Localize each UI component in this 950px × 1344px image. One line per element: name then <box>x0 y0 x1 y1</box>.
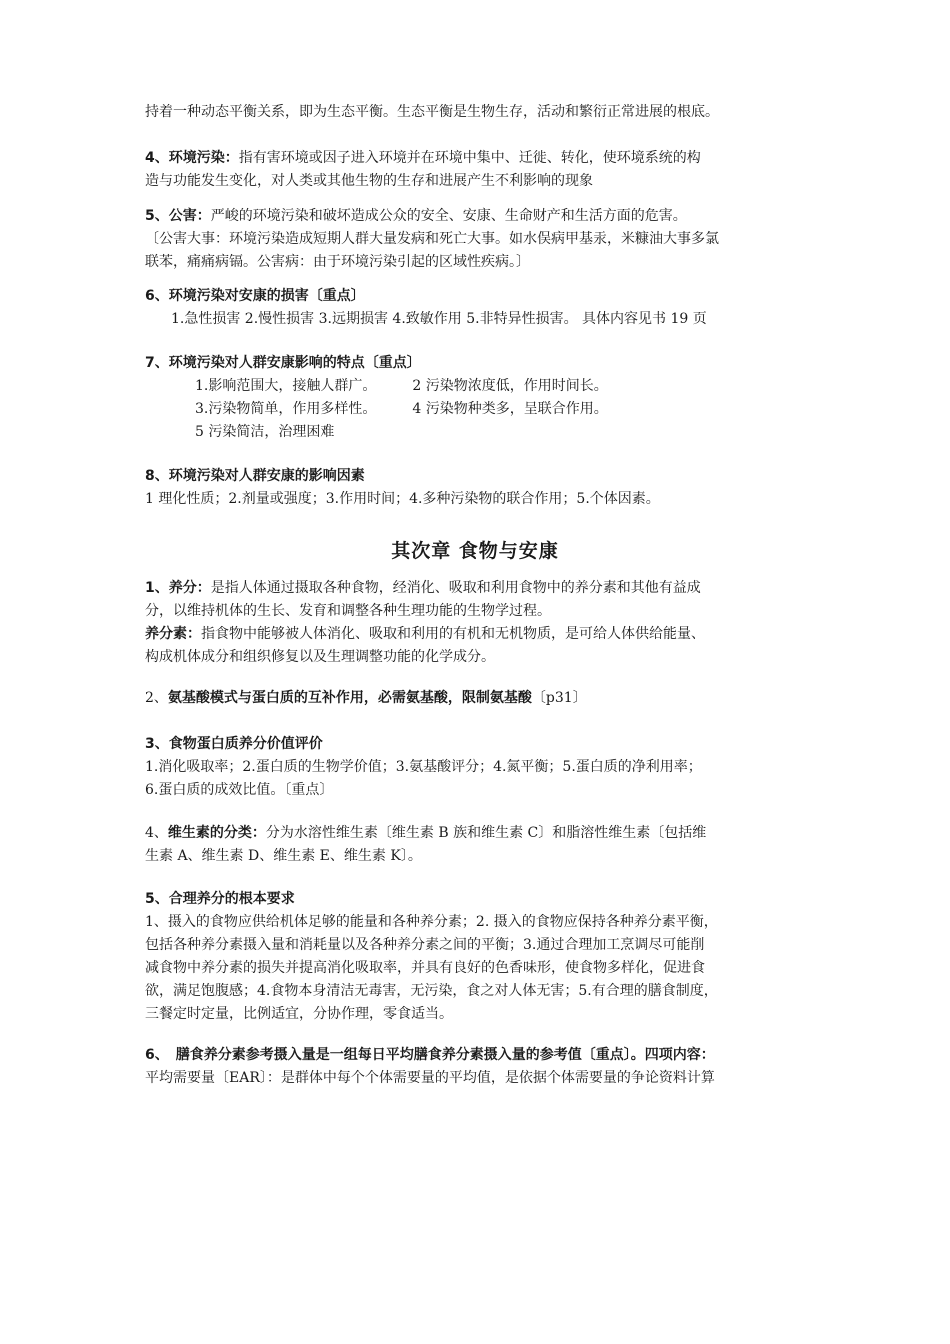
section-5-line-1: 严峻的环境污染和破坏造成公众的安全、安康、生命财产和生活方面的危害。 <box>210 208 687 224</box>
c6-line-1: 平均需要量〔EAR〕：是群体中每个个体需要量的平均值，是依据个体需要量的争论资料计算 <box>145 1070 715 1086</box>
section-6-heading: 6、环境污染对安康的损害〔重点〕 <box>145 288 365 304</box>
section-4-line-1: 指有害环境或因子进入环境并在环境中集中、迁徙、转化，使环境系统的构 <box>238 150 701 166</box>
chapter2-section-4-vitamins <box>145 822 825 868</box>
c3-line-2: 6.蛋白质的成效比值。〔重点〕 <box>145 782 334 798</box>
section-7-item-5: 5 污染简洁，治理困难 <box>195 424 335 440</box>
section-7-item-4: 4 污染物种类多，呈联合作用。 <box>412 401 608 417</box>
c5-line-2: 包括各种养分素摄入量和消耗量以及各种养分素之间的平衡；3.通过合理加工烹调尽可能削 <box>145 937 705 953</box>
c4-line-2: 生素 A、维生素 D、维生素 E、维生素 K〕。 <box>145 848 422 864</box>
section-8-influence-factors <box>145 465 825 511</box>
c1-heading: 1、养分： <box>145 580 211 596</box>
section-7-health-impact-features <box>145 352 825 444</box>
c5-line-4: 欲，满足饱腹感；4.食物本身清洁无毒害，无污染，食之对人体无害；5.有合理的膳食制度， <box>145 983 718 999</box>
c5-line-5: 三餐定时定量，比例适宜，分协作理，零食适当。 <box>145 1006 453 1022</box>
c5-line-1: 1、摄入的食物应供给机体足够的能量和各种养分素；2. 摄入的食物应保持各种养分素平衡， <box>145 914 718 930</box>
c1-line-1: 是指人体通过摄取各种食物，经消化、吸取和利用食物中的养分素和其他有益成 <box>210 580 701 596</box>
section-5-line-2: 〔公害大事：环境污染造成短期人群大量发病和死亡大事。如水俣病甲基汞，米糠油大事多氯 <box>145 231 719 247</box>
chapter2-section-2-amino-acids <box>145 687 825 710</box>
chapter2-section-1-nutrition <box>145 577 825 669</box>
section-4-line-2: 造与功能发生变化，对人类或其他生物的生存和进展产生不利影响的现象 <box>145 173 593 189</box>
section-5-public-hazard <box>145 205 825 274</box>
c2-reference: 〔p31〕 <box>531 690 587 706</box>
c5-heading: 5、合理养分的根本要求 <box>145 891 295 907</box>
c5-line-3: 减食物中养分素的损失并提高消化吸取率，并具有良好的色香味形，使食物多样化，促进食 <box>145 960 705 976</box>
c1-heading-2: 养分素： <box>145 626 201 642</box>
section-6-line-1: 1.急性损害 2.慢性损害 3.远期损害 4.致敏作用 5.非特异性损害。 具体内容见书 19 页 <box>171 311 707 327</box>
c4-heading: 维生素的分类： <box>167 825 266 841</box>
c4-line-1: 分为水溶性维生素〔维生素 B 族和维生素 C〕和脂溶性维生素〔包括维 <box>265 825 707 841</box>
c2-number: 2、 <box>145 690 168 706</box>
section-7-item-1: 1.影响范围大，接触人群广。 <box>195 378 377 394</box>
c2-heading: 氨基酸模式与蛋白质的互补作用，必需氨基酸，限制氨基酸 <box>167 690 532 706</box>
chapter2-section-5-nutrition-requirements <box>145 888 825 1026</box>
section-5-line-3: 联苯，痛痛病镉。公害病：由于环境污染引起的区域性疾病。〕 <box>145 254 530 270</box>
chapter2-section-3-protein-evaluation <box>145 733 825 802</box>
section-7-heading: 7、环境污染对人群安康影响的特点〔重点〕 <box>145 355 421 371</box>
section-4-heading: 4、环境污染： <box>145 150 239 166</box>
section-5-heading: 5、公害： <box>145 208 211 224</box>
c3-line-1: 1.消化吸取率；2.蛋白质的生物学价值；3.氨基酸评分；4.氮平衡；5.蛋白质的净利用率； <box>145 759 702 775</box>
section-7-item-2: 2 污染物浓度低，作用时间长。 <box>412 378 608 394</box>
c3-heading: 3、食物蛋白质养分价值评价 <box>145 736 323 752</box>
chapter-title: 其次章 食物与安康 <box>391 540 559 562</box>
c1-line-2: 分，以维持机体的生长、发育和调整各种生理功能的生物学过程。 <box>145 603 551 619</box>
section-4-environmental-pollution <box>145 147 825 193</box>
section-8-line-1: 1 理化性质；2.剂量或强度；3.作用时间；4.多种污染物的联合作用；5.个体因素。 <box>145 491 660 507</box>
c1-line-3: 指食物中能够被人体消化、吸取和利用的有机和无机物质，是可给人体供给能量、 <box>201 626 705 642</box>
c6-heading: 6、 膳食养分素参考摄入量是一组每日平均膳食养分素摄入量的参考值〔重点〕。四项内容： <box>145 1047 715 1063</box>
c1-line-4: 构成机体成分和组织修复以及生理调整功能的化学成分。 <box>145 649 495 665</box>
c4-number: 4、 <box>145 825 168 841</box>
chapter2-section-6-dri <box>145 1044 825 1090</box>
intro-paragraph <box>145 101 825 124</box>
intro-line: 持着一种动态平衡关系，即为生态平衡。生态平衡是生物生存，活动和繁衍正常进展的根底。 <box>145 104 719 120</box>
section-7-item-3: 3.污染物简单，作用多样性。 <box>195 401 377 417</box>
section-8-heading: 8、环境污染对人群安康的影响因素 <box>145 468 365 484</box>
section-6-health-damage <box>145 285 825 331</box>
